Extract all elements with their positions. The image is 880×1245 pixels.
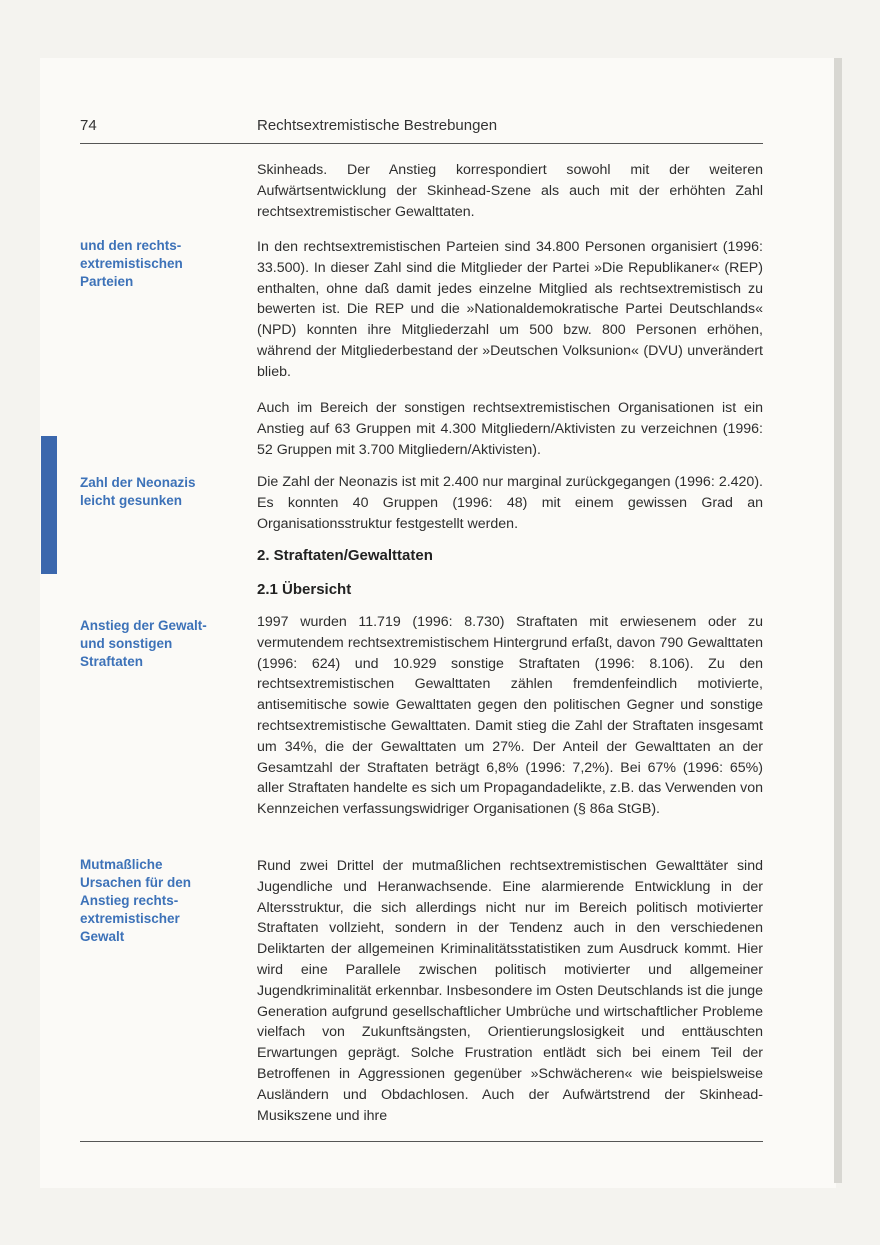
margin-note-neonazis: Zahl der Neonazis leicht gesunken [80, 475, 196, 508]
heading-straftaten: 2. Straftaten/Gewalttaten [257, 547, 433, 564]
page-number: 74 [80, 117, 97, 134]
paragraph-ursachen: Rund zwei Drittel der mutmaßlichen rechtsextremistischen Gewalttäter sind Jugendliche und Heranwachsende. Eine alarmierende Entwicklung in der Altersstruktur, die sich allerdings nicht nur im Bereich politisch motivierter Straftaten vollzieht, sondern in der Tendenz auch in den verschiedenen Deliktarten der allgemeinen Kriminalitätsstatistiken zum Ausdruck kommt. Hier wird eine Parallele zwischen politisch motivierter und allgemeiner Jugendkriminalität erkennbar. Insbesondere im Osten Deutschlands ist die junge Generation aufgrund gesellschaftlicher Umbrüche und wirtschaftlicher Probleme vielfach von Zukunftsängsten, Orientierungslosigkeit und enttäuschten Erwartungen geprägt. Solche Frustration entlädt sich bei einem Teil der Betroffenen in Aggressionen gegenüber »Schwächeren« wie beispielsweise Ausländern und Obdachlosen. Auch der Aufwärtstrend der Skinhead-Musikszene und ihre [257, 858, 763, 1124]
paragraph-organisationen: Auch im Bereich der sonstigen rechtsextremistischen Organisationen ist ein Anstieg auf 63 Gruppen mit 4.300 Mitgliedern/Aktivisten zu verzeichnen (1996: 52 Gruppen mit 3.700 Mitgliedern/Aktivisten). [257, 400, 763, 458]
margin-note-ursachen: Mutmaßliche Ursachen für den Anstieg rechts-extremistischer Gewalt [80, 857, 192, 944]
margin-note-parteien: und den rechts-extremistischen Parteien [80, 238, 183, 289]
heading-uebersicht: 2.1 Übersicht [257, 581, 352, 598]
paragraph-neonazis: Die Zahl der Neonazis ist mit 2.400 nur marginal zurückgegangen (1996: 2.420). Es konnten 40 Gruppen (1996: 48) mit einem gewissen Grad an Organisationsstruktur festgestellt werden. [257, 474, 763, 532]
running-title: Rechtsextremistische Bestrebungen [257, 117, 498, 134]
paragraph-straftaten: 1997 wurden 11.719 (1996: 8.730) Straftaten mit erwiesenem oder zu vermutendem rechtsextremistischem Hintergrund erfaßt, davon 790 Gewalttaten (1996: 624) und 10.929 sonstige Straftaten (1996: 8.106). Zu den rechtsextremistischen Gewalttaten zählen fremdenfeindlich motivierte, antisemitische sowie Gewalttaten gegen den politischen Gegner und sonstige rechtsextremistische Gewalttaten. Damit stieg die Zahl der Straftaten insgesamt um 34%, die der Gewalttaten um 27%. Der Anteil der Gewalttaten an der Gesamtzahl der Straftaten beträgt 6,8% (1996: 7,2%). Bei 67% (1996: 65%) aller Straftaten handelte es sich um Propagandadelikte, z.B. das Verwenden von Kennzeichen verfassungswidriger Organisationen (§ 86a StGB). [257, 614, 763, 818]
header-rule [80, 143, 763, 144]
page-edge-shadow [834, 58, 842, 1183]
footer-rule [80, 1141, 763, 1142]
margin-note-anstieg: Anstieg der Gewalt- und sonstigen Straftaten [80, 618, 207, 669]
chapter-marker-bar [41, 436, 57, 574]
paragraph-skinheads: Skinheads. Der Anstieg korrespondiert sowohl mit der weiteren Aufwärtsentwicklung der Skinhead-Szene als auch mit der erhöhten Zahl rechtsextremistischer Gewalttaten. [257, 162, 763, 220]
paragraph-parteien: In den rechtsextremistischen Parteien sind 34.800 Personen organisiert (1996: 33.500). In dieser Zahl sind die Mitglieder der Partei »Die Republikaner« (REP) enthalten, ohne daß damit jedes einzelne Mitglied als rechtsextremistisch zu bewerten ist. Die REP und die »Nationaldemokratische Partei Deutschlands« (NPD) konnten ihre Mitgliederzahl um 500 bzw. 800 Personen erhöhen, während der Mitgliederbestand der »Deutschen Volksunion« (DVU) unverändert blieb. [257, 239, 763, 380]
